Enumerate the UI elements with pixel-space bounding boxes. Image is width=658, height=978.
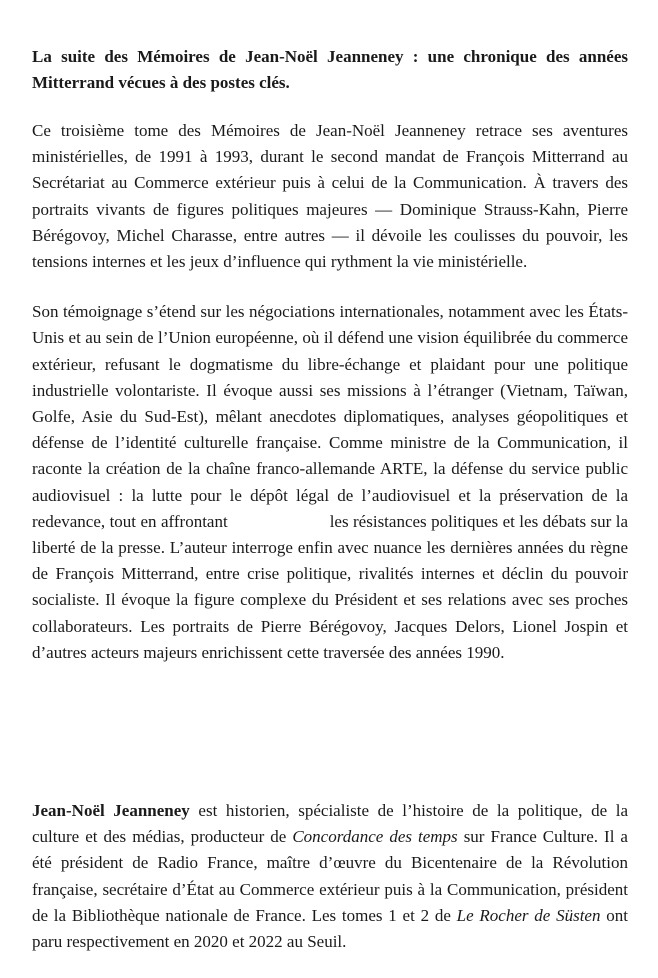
book-title: Le Rocher de Süsten [456, 905, 601, 925]
book-description [32, 44, 629, 952]
paragraph-summary: Ce troisième tome des Mémoires de Jean-Noël Jeanneney retrace ses aventures ministérielles, de 1991 à 1993, durant le second mandat de François Mitterrand au Secrétariat au Commerce extérieur puis à celui de la Communication. À travers des portraits vivants de figures politiques majeures — Dominique Strauss-Kahn, Pierre Bérégovoy, Michel Charasse, entre autres — il dévoile les coulisses du pouvoir, les tensions internes et les jeux d’influence qui rythment la vie ministérielle. [32, 121, 628, 272]
paragraph-details [32, 299, 628, 666]
bio-text-1: est historien, spécialiste de l’histoire de la politique, de la culture et des médias, producteur de [32, 801, 628, 847]
paragraph-details-part-2: les résistances politiques et les débats sur la liberté de la presse. L’auteur interroge enfin avec nuance les dernières années du règne de François Mitterrand, entre crise politique, rivalités internes et déclin du pouvoir socialiste. Il évoque la figure complexe du Président et ses relations avec ses proches collaborateurs. Les portraits de Pierre Bérégovoy, Jacques Delors, Lionel Jospin et d’autres acteurs majeurs enrichissent cette traversée des années 1990. [32, 511, 629, 662]
headline: La suite des Mémoires de Jean-Noël Jeanneney : une chronique des années Mitterrand vécues à des postes clés. [32, 47, 628, 92]
paragraph-details-part-1: Son témoignage s’étend sur les négociations internationales, notamment avec les États-Unis et au sein de l’Union européenne, où il défend une vision équilibrée du commerce extérieur, refusant le dogmatisme du libre-échange et plaidant pour une politique industrielle volontariste. Il évoque aussi ses missions à l’étranger (Vietnam, Taïwan, Golfe, Asie du Sud-Est), mêlant anecdotes diplomatiques, analyses géopolitiques et défense de l’identité culturelle française. Comme ministre de la Communication, il raconte la création de la chaîne franco-allemande ARTE, la défense du service public audiovisuel : la lutte pour le dépôt légal de l’audiovisuel et la préservation de la redevance, tout en affrontant [32, 302, 628, 531]
author-bio [32, 798, 628, 955]
author-name: Jean-Noël Jeanneney [32, 801, 190, 820]
bio-text-3: ont paru respectivement en 2020 et 2022 au Seuil. [32, 905, 628, 952]
show-title: Concordance des temps [292, 827, 458, 847]
bio-text-2: sur France Culture. Il a été président de Radio France, maître d’œuvre du Bicentenaire de la Révolution française, secrétaire d’État au Commerce extérieur puis à la Communication, président de la Bibliothèque nationale de France. Les tomes 1 et 2 de [32, 827, 628, 925]
